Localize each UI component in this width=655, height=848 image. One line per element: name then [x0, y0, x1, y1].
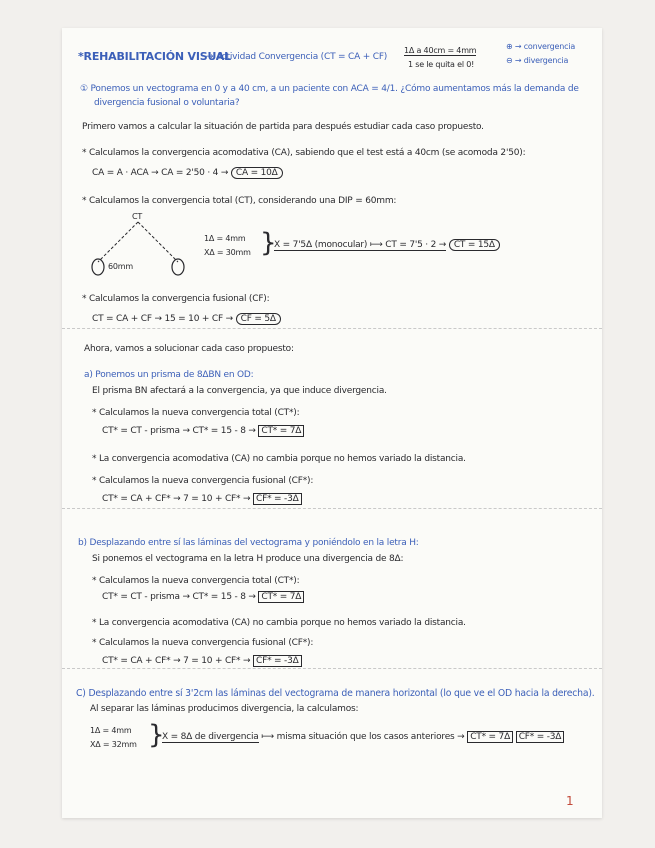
ca-label: * Calculamos la convergencia acomodativa (CA), sabiendo que el test está a 40cm (se acomoda 2'50): [82, 148, 526, 158]
ca-equation [92, 168, 283, 178]
case-a-eq1 [102, 426, 304, 436]
dip-label: 60mm [108, 262, 133, 271]
case-c-result1: CT* = 7Δ [467, 731, 513, 743]
case-a-result1: CT* = 7Δ [258, 425, 304, 437]
ct-formula: X = 7'5Δ (monocular) ⟼ CT = 7'5 · 2 → [274, 240, 447, 250]
eyes-diagram [88, 212, 188, 278]
case-a-formula1: CT* = CT - prisma → CT* = 15 - 8 → [102, 426, 256, 436]
heading-subtitle: → Actividad Convergencia (CT = CA + CF) [206, 52, 388, 62]
case-a-step2: * La convergencia acomodativa (CA) no cambia porque no hemos variado la distancia. [92, 454, 466, 464]
page-heading: *REHABILITACIÓN VISUAL [78, 50, 231, 63]
case-b-eq1 [102, 592, 304, 602]
case-b-step1: * Calculamos la nueva convergencia total (CT*): [92, 576, 300, 586]
cf-result: CF = 5Δ [236, 313, 281, 325]
notebook-page [62, 28, 602, 818]
case-b-step2: * La convergencia acomodativa (CA) no cambia porque no hemos variado la distancia. [92, 618, 466, 628]
case-c-condition-1: 1Δ = 4mm [90, 726, 132, 735]
case-c-tail: ⟼ misma situación que los casos anteriores → [261, 732, 465, 742]
case-a-desc: El prisma BN afectará a la convergencia, ya que induce divergencia. [92, 386, 387, 396]
ct-result: CT = 15Δ [449, 239, 500, 251]
case-c-result2: CF* = -3Δ [516, 731, 565, 743]
problem-statement-line2: divergencia fusional o voluntaria? [94, 98, 240, 108]
legend-divergence: ⊖ → divergencia [506, 56, 569, 65]
ct-equation [274, 240, 500, 250]
case-a-title: a) Ponemos un prisma de 8ΔBN en OD: [84, 370, 254, 380]
paper-rule [62, 668, 602, 669]
note-remark: 1 se le quita el 0! [408, 60, 475, 69]
problem-statement-line1: ① Ponemos un vectograma en 0 y a 40 cm, a un paciente con ACA = 4/1. ¿Cómo aumentamos más la demanda de [80, 84, 579, 94]
case-b-result1: CT* = 7Δ [258, 591, 304, 603]
case-b-desc: Si ponemos el vectograma en la letra H produce una divergencia de 8Δ: [92, 554, 404, 564]
intro-text: Primero vamos a calcular la situación de partida para después estudiar cada caso propuesto. [82, 122, 484, 132]
paper-rule [62, 508, 602, 509]
note-equivalence: 1Δ a 40cm = 4mm [404, 46, 477, 55]
cf-label: * Calculamos la convergencia fusional (CF): [82, 294, 270, 304]
cf-equation [92, 314, 281, 324]
brace-symbol-c: } [148, 720, 165, 750]
case-a-step3: * Calculamos la nueva convergencia fusional (CF*): [92, 476, 314, 486]
case-b-formula3: CT* = CA + CF* → 7 = 10 + CF* → [102, 656, 251, 666]
ca-result: CA = 10Δ [231, 167, 283, 179]
ct-label: * Calculamos la convergencia total (CT), considerando una DIP = 60mm: [82, 196, 397, 206]
case-c-equation [162, 732, 564, 742]
ca-formula: CA = A · ACA → CA = 2'50 · 4 → [92, 168, 229, 178]
case-b-title: b) Desplazando entre sí las láminas del vectograma y poniéndolo en la letra H: [78, 538, 419, 548]
transition-text: Ahora, vamos a solucionar cada caso propuesto: [84, 344, 294, 354]
case-b-formula1: CT* = CT - prisma → CT* = 15 - 8 → [102, 592, 256, 602]
cf-formula: CT = CA + CF → 15 = 10 + CF → [92, 314, 233, 324]
case-a-eq3 [102, 494, 302, 504]
case-c-formula: X = 8Δ de divergencia [162, 732, 259, 742]
paper-rule [62, 328, 602, 329]
case-b-eq3 [102, 656, 302, 666]
ct-condition-1: 1Δ = 4mm [204, 234, 246, 243]
brace-symbol: } [260, 228, 277, 258]
case-c-title: C) Desplazando entre sí 3'2cm las láminas del vectograma de manera horizontal (lo que ve el OD hacia la derecha). [76, 688, 595, 699]
ct-target-label: CT [132, 212, 143, 221]
case-a-formula3: CT* = CA + CF* → 7 = 10 + CF* → [102, 494, 251, 504]
page-number: 1 [566, 794, 574, 808]
ct-condition-2: XΔ = 30mm [204, 248, 251, 257]
case-c-desc: Al separar las láminas producimos divergencia, la calculamos: [90, 704, 359, 714]
case-b-result3: CF* = -3Δ [253, 655, 302, 667]
case-b-step3: * Calculamos la nueva convergencia fusional (CF*): [92, 638, 314, 648]
case-a-step1: * Calculamos la nueva convergencia total (CT*): [92, 408, 300, 418]
case-a-result3: CF* = -3Δ [253, 493, 302, 505]
legend-convergence: ⊕ → convergencia [506, 42, 576, 51]
case-c-condition-2: XΔ = 32mm [90, 740, 137, 749]
